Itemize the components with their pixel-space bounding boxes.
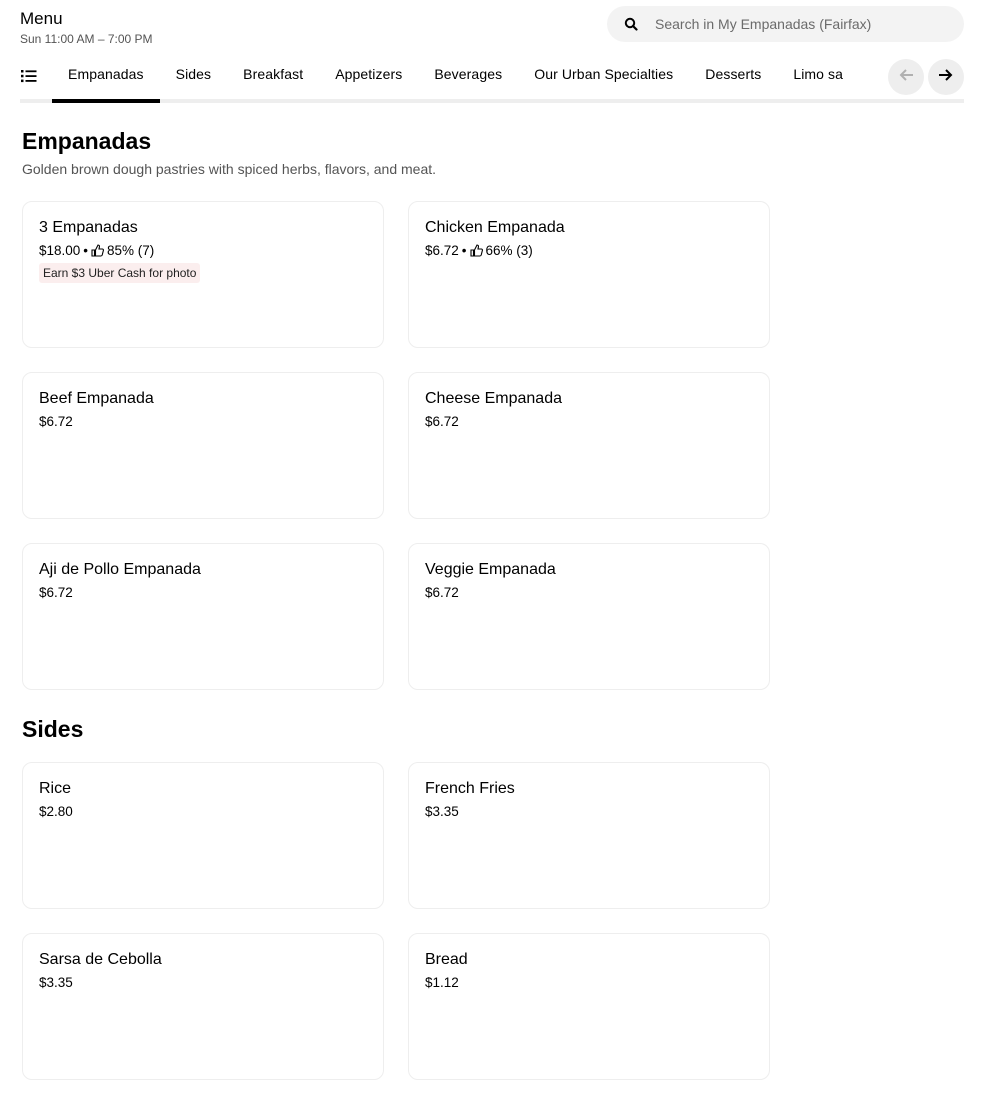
item-price: $6.72 xyxy=(425,414,459,429)
tab-appetizers[interactable]: Appetizers xyxy=(335,66,403,82)
item-price: $3.35 xyxy=(425,804,459,819)
item-meta xyxy=(425,804,753,819)
category-tabs-bar xyxy=(20,52,964,103)
item-name: Chicken Empanada xyxy=(425,219,565,236)
item-price: $2.80 xyxy=(39,804,73,819)
item-name: French Fries xyxy=(425,780,515,797)
arrow-left-icon xyxy=(898,68,914,87)
item-name: Bread xyxy=(425,951,468,968)
tab-our-urban-specialties[interactable]: Our Urban Specialties xyxy=(534,66,674,82)
scroll-left-button[interactable] xyxy=(888,59,924,95)
item-meta xyxy=(39,585,367,600)
item-meta xyxy=(39,414,367,429)
menu-item-card[interactable] xyxy=(22,933,384,1080)
item-meta xyxy=(39,975,367,990)
menu-item-card[interactable] xyxy=(22,543,384,690)
category-tabs xyxy=(52,52,888,103)
menu-item-card[interactable] xyxy=(408,372,770,519)
menu-item-card[interactable] xyxy=(22,372,384,519)
thumbs-up-icon xyxy=(470,244,483,257)
separator: • xyxy=(83,243,89,258)
menu-item-card[interactable] xyxy=(22,762,384,909)
item-price: $6.72 xyxy=(425,585,459,600)
menu-item-card[interactable] xyxy=(408,201,770,348)
search-input[interactable] xyxy=(655,16,945,32)
menu-item-card[interactable] xyxy=(408,543,770,690)
item-name: Rice xyxy=(39,780,72,797)
promo-badge: Earn $3 Uber Cash for photo xyxy=(39,263,200,283)
item-name: Sarsa de Cebolla xyxy=(39,951,162,968)
tab-empanadas[interactable]: Empanadas xyxy=(52,52,160,103)
item-meta xyxy=(425,414,753,429)
menu-search[interactable] xyxy=(607,6,964,42)
item-price: $6.72 xyxy=(425,243,459,258)
menu-header xyxy=(20,8,153,46)
search-icon xyxy=(607,17,655,31)
arrow-right-icon xyxy=(938,68,954,87)
item-name: Veggie Empanada xyxy=(425,561,556,578)
item-meta xyxy=(39,804,367,819)
thumbs-up-icon xyxy=(91,244,104,257)
menu-hours: Sun 11:00 AM – 7:00 PM xyxy=(20,32,153,46)
separator: • xyxy=(461,243,467,258)
item-meta xyxy=(425,975,753,990)
menu-item-card[interactable] xyxy=(22,201,384,348)
item-price: $18.00 xyxy=(39,243,81,258)
scroll-right-button[interactable] xyxy=(928,59,964,95)
item-price: $6.72 xyxy=(39,414,73,429)
item-price: $1.12 xyxy=(425,975,459,990)
item-meta xyxy=(39,243,367,258)
menu-item-card[interactable] xyxy=(408,933,770,1080)
section-title-sides: Sides xyxy=(22,716,84,742)
tab-desserts[interactable]: Desserts xyxy=(705,66,762,82)
item-name: Cheese Empanada xyxy=(425,390,562,407)
item-price: $3.35 xyxy=(39,975,73,990)
tab-beverages[interactable]: Beverages xyxy=(434,66,503,82)
tab-sides[interactable]: Sides xyxy=(175,66,212,82)
item-name: Aji de Pollo Empanada xyxy=(39,561,201,578)
list-icon[interactable] xyxy=(20,68,38,84)
item-name: 3 Empanadas xyxy=(39,219,138,236)
item-meta xyxy=(425,243,753,258)
section-description: Golden brown dough pastries with spiced herbs, flavors, and meat. xyxy=(22,161,437,177)
page-title: Menu xyxy=(20,9,63,28)
menu-item-card[interactable] xyxy=(408,762,770,909)
section-title-empanadas: Empanadas xyxy=(22,128,152,154)
item-rating: 66% (3) xyxy=(485,243,533,258)
item-rating: 85% (7) xyxy=(107,243,155,258)
item-price: $6.72 xyxy=(39,585,73,600)
tab-limo-sa[interactable]: Limo sa xyxy=(793,66,844,82)
item-name: Beef Empanada xyxy=(39,390,154,407)
tab-breakfast[interactable]: Breakfast xyxy=(243,66,304,82)
item-meta xyxy=(425,585,753,600)
